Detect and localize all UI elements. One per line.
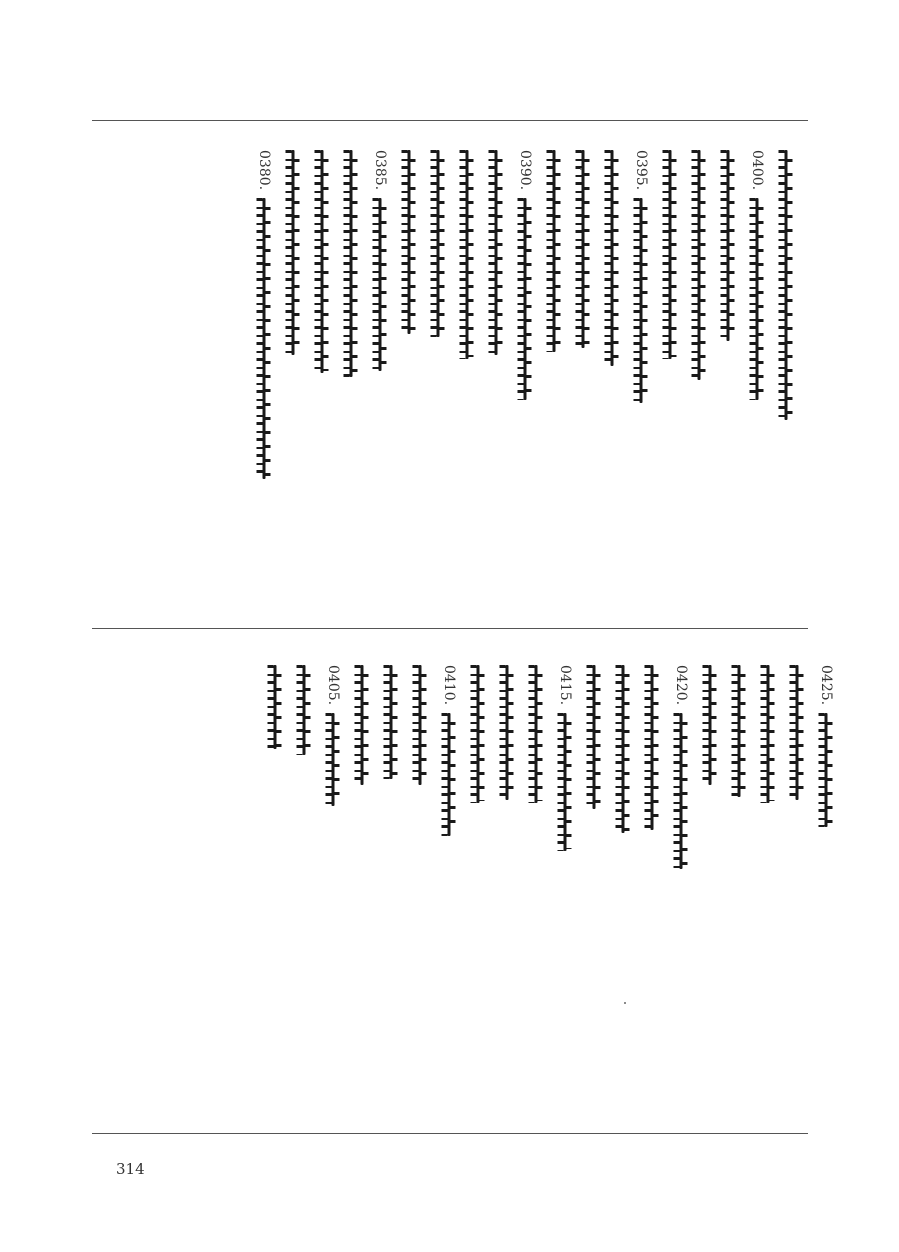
speck — [580, 168, 582, 170]
verse-column — [715, 150, 741, 510]
mongolian-script-line — [506, 665, 509, 800]
verse-column — [570, 150, 596, 510]
verse-column — [639, 665, 665, 965]
verse-column — [512, 150, 538, 510]
top-verse-block — [248, 150, 799, 510]
verse-column — [773, 150, 799, 510]
verse-number: 0385. — [372, 150, 388, 191]
verse-column — [628, 150, 654, 510]
mongolian-script-line — [825, 713, 828, 827]
verse-column — [784, 665, 810, 965]
verse-column — [494, 665, 520, 965]
verse-column — [309, 150, 335, 510]
verse-number: 0410. — [441, 665, 457, 706]
verse-column — [338, 150, 364, 510]
verse-number: 0395. — [633, 150, 649, 191]
middle-divider — [92, 628, 808, 629]
verse-number: 0380. — [256, 150, 272, 191]
mongolian-script-line — [640, 198, 643, 403]
verse-column — [378, 665, 404, 965]
verse-column — [744, 150, 770, 510]
mongolian-script-line — [379, 198, 382, 371]
mongolian-script-line — [524, 198, 527, 400]
verse-column — [454, 150, 480, 510]
mongolian-script-line — [466, 150, 469, 359]
mongolian-script-line — [477, 665, 480, 803]
mongolian-script-line — [292, 150, 295, 355]
verse-column — [726, 665, 752, 965]
verse-column — [291, 665, 317, 965]
verse-column — [552, 665, 578, 965]
mongolian-script-line — [350, 150, 353, 377]
page-number: 314 — [116, 1160, 145, 1178]
mongolian-script-line — [332, 713, 335, 806]
mongolian-script-line — [553, 150, 556, 352]
verse-column — [465, 665, 491, 965]
mongolian-script-line — [448, 713, 451, 836]
verse-column — [436, 665, 462, 965]
verse-column — [697, 665, 723, 965]
mongolian-script-line — [738, 665, 741, 797]
verse-column — [581, 665, 607, 965]
mongolian-script-line — [274, 665, 277, 749]
verse-column — [610, 665, 636, 965]
verse-column — [396, 150, 422, 510]
mongolian-script-line — [651, 665, 654, 830]
mongolian-script-line — [495, 150, 498, 355]
verse-column — [251, 150, 277, 510]
mongolian-script-line — [709, 665, 712, 785]
verse-number: 0425. — [818, 665, 834, 706]
top-divider — [92, 120, 808, 121]
verse-column — [483, 150, 509, 510]
verse-number: 0400. — [749, 150, 765, 191]
speck — [624, 1002, 626, 1004]
mongolian-script-line — [622, 665, 625, 833]
mongolian-script-line — [535, 665, 538, 803]
verse-column — [668, 665, 694, 965]
verse-column — [686, 150, 712, 510]
bottom-divider — [92, 1133, 808, 1134]
mongolian-script-line — [796, 665, 799, 800]
verse-number: 0415. — [557, 665, 573, 706]
mongolian-script-line — [582, 150, 585, 348]
mongolian-script-line — [756, 198, 759, 400]
verse-column — [657, 150, 683, 510]
mongolian-script-line — [611, 150, 614, 366]
mongolian-script-line — [727, 150, 730, 341]
mongolian-script-line — [419, 665, 422, 785]
verse-column — [280, 150, 306, 510]
verse-column — [349, 665, 375, 965]
verse-number: 0390. — [517, 150, 533, 191]
mongolian-script-line — [321, 150, 324, 373]
mongolian-script-line — [437, 150, 440, 337]
verse-column — [367, 150, 393, 510]
verse-column — [599, 150, 625, 510]
verse-column — [425, 150, 451, 510]
verse-column — [320, 665, 346, 965]
mongolian-script-line — [263, 198, 266, 479]
verse-number: 0405. — [325, 665, 341, 706]
verse-column — [541, 150, 567, 510]
mongolian-script-line — [698, 150, 701, 380]
mongolian-script-line — [669, 150, 672, 359]
verse-column — [523, 665, 549, 965]
verse-column — [407, 665, 433, 965]
mongolian-script-line — [361, 665, 364, 785]
verse-column — [755, 665, 781, 965]
mongolian-script-line — [390, 665, 393, 779]
mongolian-script-line — [785, 150, 788, 420]
verse-number: 0420. — [673, 665, 689, 706]
mongolian-script-line — [767, 665, 770, 803]
mongolian-script-line — [303, 665, 306, 755]
mongolian-script-line — [408, 150, 411, 334]
mongolian-script-line — [680, 713, 683, 869]
bottom-verse-block — [259, 665, 839, 965]
verse-column — [262, 665, 288, 965]
mongolian-script-line — [593, 665, 596, 809]
mongolian-script-line — [564, 713, 567, 851]
verse-column — [813, 665, 839, 965]
